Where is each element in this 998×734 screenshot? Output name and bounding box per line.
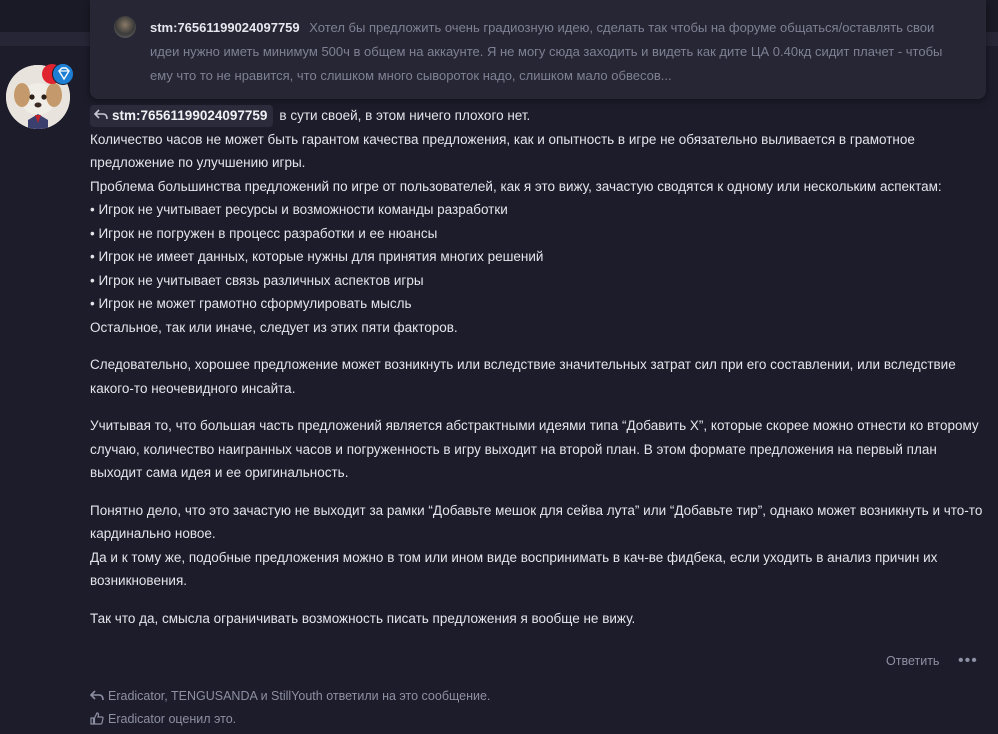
- quoted-message[interactable]: [90, 0, 986, 99]
- replies-text: Eradicator, TENGUSANDA и StillYouth ответили на это сообщение.: [108, 689, 491, 703]
- reply-icon: [90, 690, 104, 702]
- replies-summary[interactable]: [90, 689, 490, 703]
- paragraph: Следовательно, хорошее предложение может возникнуть или вследствие значительных затрат сил при его составлении, или вследствие какого-то неочевидного инсайта.: [90, 357, 956, 396]
- post-body: [90, 104, 986, 630]
- first-line-text: в сути своей, в этом ничего плохого нет.: [279, 108, 531, 123]
- user-badges[interactable]: [42, 63, 76, 85]
- paragraph: Проблема большинства предложений по игре от пользователей, как я это вижу, зачастую сводятся к одному или нескольким аспектам:: [90, 178, 942, 194]
- list-item: • Игрок не учитывает ресурсы и возможности команды разработки: [90, 202, 508, 217]
- paragraph: Да и к тому же, подобные предложения можно в том или ином виде воспринимать в кач-ве фидбека, если уходить в анализ причин их возникновения.: [90, 549, 938, 588]
- quote-author-avatar[interactable]: [114, 16, 136, 38]
- reply-button[interactable]: Ответить: [886, 654, 940, 668]
- reply-icon: [94, 109, 108, 121]
- diamond-badge-icon: [52, 63, 74, 85]
- mention-label[interactable]: stm:76561199024097759: [112, 108, 268, 123]
- list-item: • Игрок не погружен в процесс разработки и ее нюансы: [90, 225, 438, 241]
- first-line: [90, 104, 986, 128]
- paragraph: Так что да, смысла ограничивать возможность писать предложения я вообще не вижу.: [90, 610, 636, 626]
- quote-text: Хотел бы предложить очень градиозную идею, сделать так чтобы на форуме общаться/оставлять свои идеи нужно иметь минимум 500ч в общем на аккаунте. Я не могу сюда заходить и видеть как дите ЦА 0.40кд сидит плачет - чтобы ему что то не нравится, что слишком много сывороток надо, слишком мало обвесов...: [150, 20, 943, 83]
- quote-author-name[interactable]: stm:76561199024097759: [150, 20, 300, 35]
- paragraph: Количество часов не может быть гарантом качества предложения, как и опытность в игре не обязательно выливается в грамотное предложение по улучшению игры.: [90, 131, 915, 170]
- mention-chip[interactable]: [90, 105, 273, 127]
- list-item: • Игрок не может грамотно сформулировать мысль: [90, 296, 412, 311]
- paragraph: Учитывая то, что большая часть предложений является абстрактными идеями типа “Добавить Х”, которые скорее можно отнести ко второму случаю, количество наигранных часов и погруженность в игру выходит на второй план. В этом формате предложения на первый план выходит сама идея и ее оригинальность.: [90, 418, 979, 480]
- list-item: • Игрок не учитывает связь различных аспектов игры: [90, 272, 424, 288]
- quote-body: [150, 16, 965, 88]
- like-icon: [90, 712, 104, 725]
- paragraph: Остальное, так или иначе, следует из этих пяти факторов.: [90, 319, 458, 335]
- paragraph: Понятно дело, что это зачастую не выходит за рамки “Добавьте мешок для сейва лута” или “Добавьте тир”, однако может возникнуть и что-то кардинально новое.: [90, 502, 983, 541]
- more-options-button[interactable]: •••: [958, 652, 978, 669]
- likes-summary[interactable]: [90, 712, 236, 726]
- list-item: • Игрок не имеет данных, которые нужны для принятия многих решений: [90, 249, 544, 264]
- likes-text: Eradicator оценил это.: [108, 712, 237, 726]
